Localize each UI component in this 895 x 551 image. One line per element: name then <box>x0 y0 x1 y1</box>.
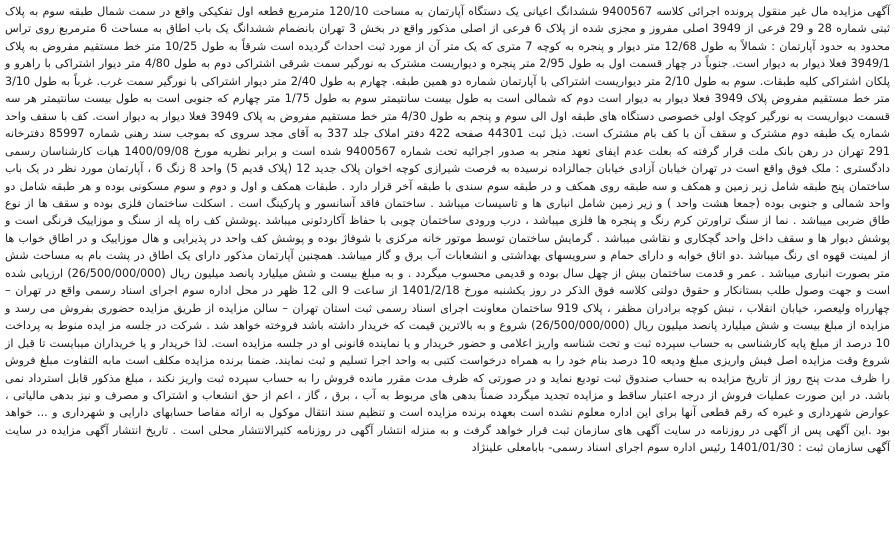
auction-notice-text: آگهی مزایده مال غیر منقول پرونده اجرائی کلاسه 9400567 ششدانگ اعیانی یک دستگاه آپارتمان به مساحت 120/10 مترمربع قطعه اول تفکیکی واقع در سمت شمال طبقه سوم به پلاک ثبتی شماره 28 و 29 فرعی از 3949 اصلی مفروز و مجزی شده از پلاک 6 فرعی از اصلی مذکور واقع در بخش 3 تهران بانضمام ششدانگ یک باب اطاق به مساحت 6 مترمربع روی تراس محدود به حدود آپارتمان : شمالاً به طول 12/68 متر دیوار و پنجره به کوچه 7 متری که یک متر آن از مورد ثبت احداث گردیده است شرقاً به طول 10/25 متر خط مستقیم مفروض به پلاک 3949/1 فعلا دیوار به دیوار است. جنوباً در چهار قسمت اول به طول 2/95 متر پنجره و دیواریست مشترک به نورگیر سمت شرقی اشتراکی دوم به طول 4/80 متر دیوار اشتراکی با راهرو و پلکان اشتراکی کلیه طبقات. سوم به طول 2/10 متر دیواریست اشتراکی با آپارتمان شماره دو همین طبقه. چهارم به طول 2/40 متر دیوار اشتراکی با نورگیر سمت غرب. غرباً به طول 3/10 متر خط مستقیم مفروض پلاک 3949 فعلا دیوار به دیوار است دوم که شمالی است به طول بیست سانتیمتر سوم به طول 1/75 متر چهارم که جنوبی است به طول بیست سانتیمتر هر سه قسمت دیواریست به نورگیر کوچک اولی خصوصی دستگاه های طبقه اول الی سوم و پنجم به طول 4/30 متر خط مستقیم مفروض به پلاک 3949 فعلا دیوار به دیوار است. کف با سقف واحد شماره یک طبقه دوم مشترک و سقف آن با کف بام مشترک است. ذیل ثبت 44301 صفحه 422 دفتر املاک جلد 337 به آقای مجد سروی که بموجب سند رهنی شماره 85997 دفترخانه 291 تهران در رهن بانک ملت قرار گرفته که بعلت عدم ایفای تعهد منجر به صدور اجرائیه تحت شماره 9400567 شده است و برابر نظریه مورخ 1400/09/08 هیات کارشناسان رسمی دادگستری : ملک فوق واقع است در تهران خیابان آزادی خیابان جمالزاده نرسیده به فرصت شیرازی کوچه اخوان پلاک جدید 12 (پلاک قدیم 5) واحد 8 زنگ 6 ، آپارتمان مورد نظر در یک باب ساختمان پنج طبقه شامل زیر زمین و همکف و سه طبقه روی همکف و در طبقه سوم سندی با طبقه آخر قرار دارد . طبقات همکف و اول و دوم و سوم مسکونی بوده و هر طبقه شامل دو واحد شمالی و جنوبی بوده (جمعا هشت واحد ) و زیر زمین شامل انباری ها و تاسیسات میباشد . ساختمان فاقد آسانسور و پارکینگ است . اسکلت ساختمان فلزی بوده و سقف ها از نوع طاق ضربی میباشد . نما از سنگ تراورتن کرم رنگ و پنجره ها فلزی میباشد ، درب ورودی ساختمان چوبی با حفاظ آکاردئونی میباشد .پوشش کف راه پله از سنگ و موزاییک فرنگی است و پوشش دیوار ها و سقف داخل واحد گچکاری و نقاشی میباشد . گرمایش ساختمان توسط موتور خانه مرکزی با شوفاژ بوده و پوشش کف واحد در پذیرایی و هال موزاییک و در اطاق خواب ها از لمینت قهوه ای رنگ میباشد .دو اتاق خوابه و دارای حمام و سرویسهای بهداشتی و انشعابات آب برق و گاز میباشد. همچنین آپارتمان مذکور دارای یک اطاق در پشت بام به مساحت شش متر بصورت انباری میباشد . عمر و قدمت ساختمان بیش از چهل سال بوده و قدیمی محسوب میگردد . و به مبلغ بیست و شش میلیارد پانصد میلیون ریال (26/500/000/000) ارزیابی شده است و جهت وصول طلب بستانکار و حقوق دولتی کلاسه فوق الذکر در روز یکشنبه مورخ 1401/2/18 از ساعت 9 الی 12 ظهر در محل اداره سوم اجرای اسناد رسمی واقع در تهران – چهارراه ولیعصر، خیابان انقلاب ، نبش کوچه برادران مظفر ، پلاک 919 ساختمان معاونت اجرای اسناد رسمی ثبت استان تهران – سالن مزایده از طریق مزایده حضوری بفروش می رسد و مزایده از مبلغ بیست و شش میلیارد پانصد میلیون ریال (26/500/000/000) شروع و به بالاترین قیمت که خریدار داشته باشد فروخته خواهد شد . شرکت در جلسه مز ایده منوط به پرداخت 10 درصد از مبلغ پایه کارشناسی به حساب سپرده ثبت و تحت شناسه واریز اعلامی و حضور خریدار و یا نماینده قانونی او در جلسه مزایده است. لذا خریدار و یا خریداران میبایست تا قبل از شروع وقت مزایده اصل فیش واریزی مبلغ ودیعه 10 درصد بنام خود را به همراه درخواست کتبی به واحد اجرا تسلیم و ثبت نمایند. ضمنا برنده مزایده مکلف است مابه التفاوت مبلغ فروش را ظرف مدت پنج روز از تاریخ مزایده به حساب صندوق ثبت تودیع نماید و در صورتی که ظرف مدت مقرر مانده فروش را به حساب سپرده ثبت واریز نکند ، مبلغ مذکور قابل استرداد نمی باشد. در این صورت عملیات فروش از درجه اعتبار ساقط و مزایده تجدید میگردد ضمناً بدهی های مربوط به آب ، برق ، گاز ، اعم از حق انشعاب و اشتراک و مصرف و نیز بدهی مالیاتی ، عوارض شهرداری و غیره که رقم قطعی آنها برای این اداره معلوم نشده است بعهده برنده مزایده است و تنظیم سند انتقال موکول به ارائه مفاصا حسابهای دارایی و شهرداری و ... خواهد بود .این آگهی پس از آگهی در روزنامه در سایت آگهی های سازمان ثبت قرار خواهد گرفت و به منزله انتشار آگهی در روزنامه کثیرالانتشار محلی است . تاریخ انتشار آگهی مزایده در سایت آگهی سازمان ثبت : 1401/01/30 رئیس اداره سوم اجرای اسناد رسمی- بابامعلی علینژاد <box>5 5 891 455</box>
